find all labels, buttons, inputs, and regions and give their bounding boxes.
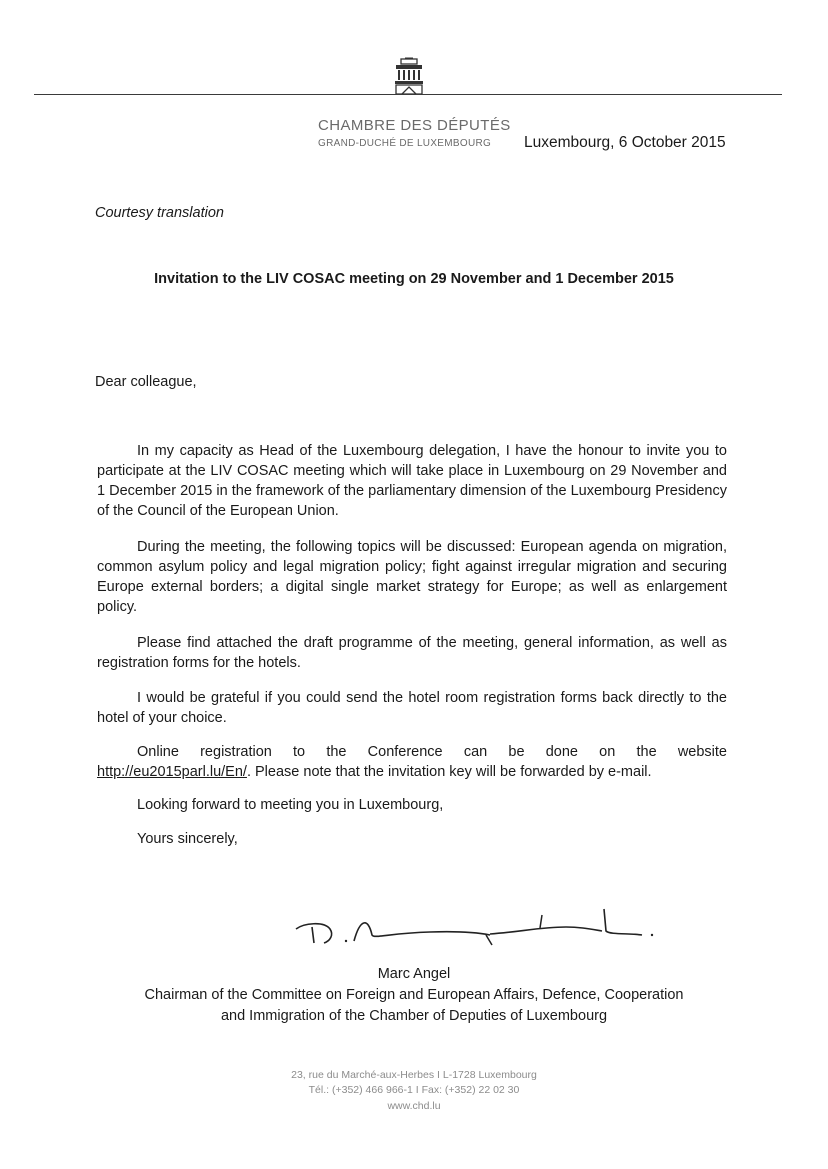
footer-website[interactable]: www.chd.lu bbox=[387, 1100, 441, 1112]
paragraph-online-registration-line1: Online registration to the Conference can be done on the website bbox=[137, 744, 727, 760]
institution-subtitle: GRAND-DUCHÉ DE LUXEMBOURG bbox=[318, 138, 492, 149]
footer-address: 23, rue du Marché-aux-Herbes I L-1728 Luxembourg bbox=[291, 1069, 537, 1081]
parliament-building-icon bbox=[392, 57, 426, 95]
paragraph-attachments: Please find attached the draft programme of the meeting, general information, as well as registration forms for the hotels. bbox=[97, 635, 727, 671]
header-rule bbox=[34, 94, 782, 95]
closing-salutation: Yours sincerely, bbox=[137, 831, 238, 847]
signatory-name: Marc Angel bbox=[377, 966, 451, 982]
registration-website-link[interactable]: http://eu2015parl.lu/En/ bbox=[97, 764, 247, 780]
handwritten-signature bbox=[290, 905, 660, 951]
institution-name: CHAMBRE DES DÉPUTÉS bbox=[318, 117, 511, 134]
signatory-title-line1: Chairman of the Committee on Foreign and European Affairs, Defence, Cooperation bbox=[144, 987, 684, 1003]
salutation: Dear colleague, bbox=[95, 374, 197, 390]
paragraph-hotel-forms: I would be grateful if you could send the hotel room registration forms back directly to the hotel of your choice. bbox=[97, 690, 727, 726]
courtesy-note: Courtesy translation bbox=[95, 205, 224, 221]
closing-line: Looking forward to meeting you in Luxembourg, bbox=[137, 797, 444, 813]
subject-line: Invitation to the LIV COSAC meeting on 29 November and 1 December 2015 bbox=[154, 271, 674, 287]
paragraph-online-registration-line2 bbox=[97, 762, 652, 782]
signatory-title-line2: and Immigration of the Chamber of Deputies of Luxembourg bbox=[220, 1008, 608, 1024]
paragraph-topics: During the meeting, the following topics will be discussed: European agenda on migration, common asylum policy and legal migration policy; fight against irregular migration and securing Europe external borders; a digital single market strategy for Europe; as well as enlargement policy. bbox=[97, 539, 727, 615]
paragraph-invitation: In my capacity as Head of the Luxembourg delegation, I have the honour to invite you to participate at the LIV COSAC meeting which will take place in Luxembourg on 29 November and 1 December 2015 in the framework of the parliamentary dimension of the Luxembourg Presidency of the Council of the European Union. bbox=[97, 443, 727, 519]
footer-phone: Tél.: (+352) 466 966-1 I Fax: (+352) 22 02 30 bbox=[308, 1084, 520, 1096]
registration-note: . Please note that the invitation key will be forwarded by e-mail. bbox=[246, 764, 652, 780]
date-line: Luxembourg, 6 October 2015 bbox=[524, 134, 726, 151]
